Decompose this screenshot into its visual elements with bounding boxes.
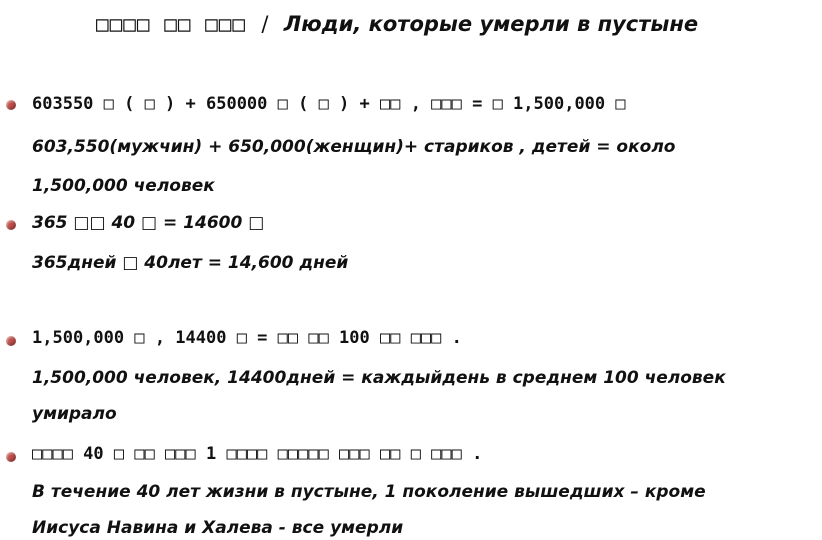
title-separator: /	[261, 12, 269, 36]
line-3-russian: 1,500,000 человек, 14400дней = каждыйдень в среднем 100 человек	[32, 368, 726, 388]
line-4-korean: □□□□ 40 □ □□ □□□ 1 □□□□ □□□□□ □□□ □□ □ □□□ .	[32, 444, 483, 464]
line-2-korean: 365 □□ 40 □ = 14600 □	[32, 213, 265, 233]
line-1-russian-cont: 1,500,000 человек	[32, 176, 215, 196]
page-title	[96, 12, 698, 36]
line-1-korean: 603550 □ ( □ ) + 650000 □ ( □ ) + □□ , □□□ = □ 1,500,000 □	[32, 94, 626, 114]
line-3-russian-cont: умирало	[32, 404, 117, 424]
line-3-korean: 1,500,000 □ , 14400 □ = □□ □□ 100 □□ □□□ .	[32, 328, 462, 348]
title-korean: □□□□ □□ □□□	[96, 12, 247, 36]
bullet-4	[6, 452, 16, 462]
line-2-russian: 365дней □ 40лет = 14,600 дней	[32, 253, 349, 273]
line-4-russian-cont: Иисуса Навина и Халева - все умерли	[32, 518, 404, 538]
line-4-russian: В течение 40 лет жизни в пустыне, 1 поколение вышедших – кроме	[32, 482, 706, 502]
bullet-3	[6, 336, 16, 346]
bullet-1	[6, 100, 16, 110]
bullet-2	[6, 220, 16, 230]
title-russian: Люди, которые умерли в пустыне	[283, 12, 699, 36]
line-1-russian: 603,550(мужчин) + 650,000(женщин)+ стариков , детей = около	[32, 137, 676, 157]
